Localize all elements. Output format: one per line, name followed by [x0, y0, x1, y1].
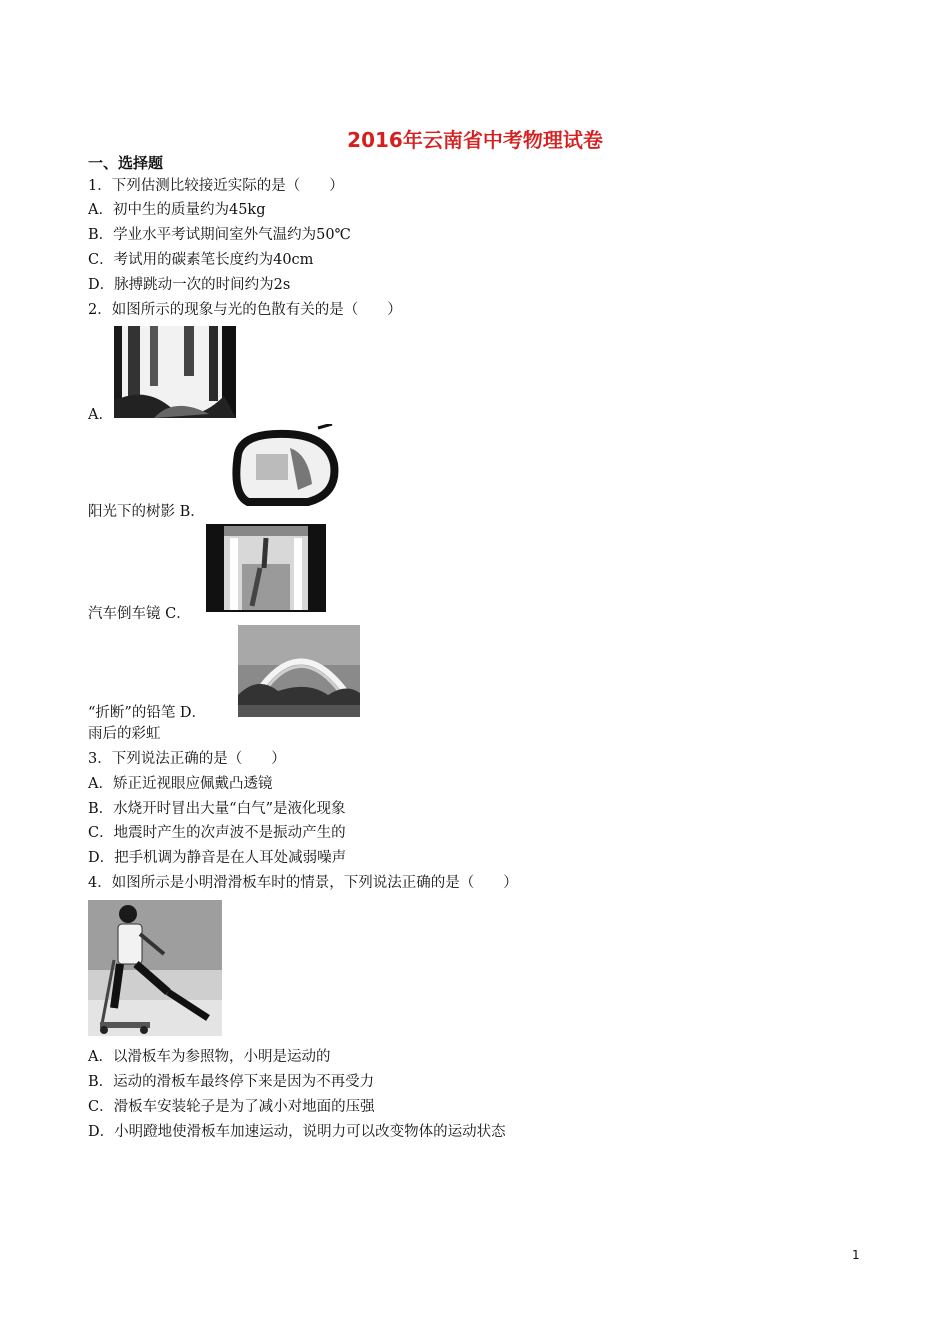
q3-option-a: A．矫正近视眼应佩戴凸透镜 [88, 776, 273, 792]
q2-caption-d: 雨后的彩虹 [88, 726, 161, 742]
q3-option-d: D．把手机调为静音是在人耳处减弱噪声 [88, 850, 347, 866]
q4-option-d: D．小明蹬地使滑板车加速运动，说明力可以改变物体的运动状态 [88, 1124, 506, 1140]
q3-option-b: B．水烧开时冒出大量“白气”是液化现象 [88, 801, 346, 817]
q3-option-c: C．地震时产生的次声波不是振动产生的 [88, 825, 346, 841]
q2-caption-a: 阳光下的树影 B． [88, 504, 205, 520]
q1-stem: 1．下列估测比较接近实际的是（ ） [88, 178, 344, 194]
q2-caption-c: “折断”的铅笔 D． [88, 705, 207, 721]
q2-caption-b: 汽车倒车镜 C． [88, 606, 191, 622]
q3-stem: 3．下列说法正确的是（ ） [88, 751, 286, 767]
section-heading: 一、选择题 [88, 154, 164, 172]
q4-option-b: B．运动的滑板车最终停下来是因为不再受力 [88, 1074, 375, 1090]
q4-option-a: A．以滑板车为参照物，小明是运动的 [88, 1049, 331, 1065]
rainbow-photo [238, 625, 360, 717]
page-number: 1 [852, 1248, 860, 1262]
q4-stem: 4．如图所示是小明滑滑板车时的情景，下列说法正确的是（ ） [88, 875, 518, 891]
q2-stem: 2．如图所示的现象与光的色散有关的是（ ） [88, 302, 402, 318]
q1-option-c: C．考试用的碳素笔长度约为40cm [88, 252, 314, 268]
page-title: 2016年云南省中考物理试卷 [347, 128, 603, 152]
scooter-boy-photo [88, 900, 222, 1036]
rearview-mirror-photo [228, 424, 340, 510]
q4-option-c: C．滑板车安装轮子是为了减小对地面的压强 [88, 1099, 375, 1115]
q1-option-d: D．脉搏跳动一次的时间约为2s [88, 277, 291, 293]
q1-option-a: A．初中生的质量约为45kg [88, 202, 266, 218]
tree-shadow-photo [114, 326, 236, 418]
q2-label-a: A． [88, 407, 113, 423]
broken-pencil-photo [206, 524, 326, 612]
q1-option-b: B．学业水平考试期间室外气温约为50℃ [88, 227, 351, 243]
